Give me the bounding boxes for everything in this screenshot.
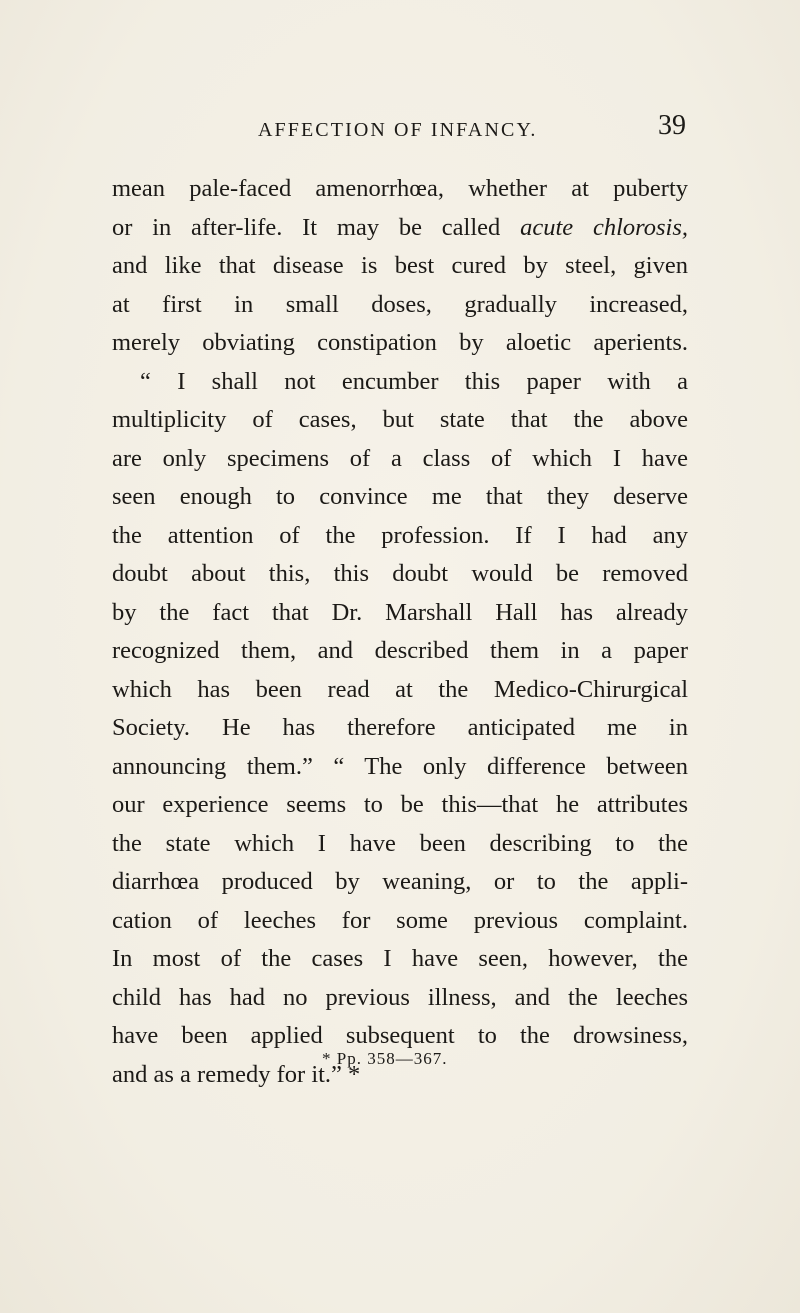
text-line: the attention of the profession. If I had any (112, 521, 688, 549)
text-line: and as a remedy for it.” * (112, 1060, 361, 1088)
text-line: and like that disease is best cured by steel, given (112, 252, 688, 279)
text-line: have been applied subsequent to the drowsiness, (112, 1022, 688, 1049)
text-line (112, 209, 688, 248)
text-line: seen enough to convince me that they deserve (112, 483, 688, 510)
text-line: our experience seems to be this—that he attributes (112, 791, 688, 818)
text-segment: or in after-life. It may be called (112, 213, 501, 241)
text-line: merely obviating constipation by aloetic aperients. (112, 329, 688, 356)
text-line: cation of leeches for some previous complaint. (112, 906, 688, 934)
text-line: mean pale-faced amenorrhœa, whether at puberty (112, 175, 688, 202)
text-line: child has had no previous illness, and the leeches (112, 983, 688, 1011)
page-number: 39 (658, 110, 686, 141)
body-text (112, 170, 688, 1094)
text-line: announcing them.” “ The only difference between (112, 752, 688, 780)
italic-term: acute chlorosis, (520, 213, 688, 241)
text-line: Society. He has therefore anticipated me in (112, 714, 688, 741)
text-line: at first in small doses, gradually increased, (112, 290, 688, 318)
text-line: multiplicity of cases, but state that the above (112, 406, 688, 433)
text-line: which has been read at the Medico-Chirurgical (112, 675, 688, 703)
text-line: doubt about this, this doubt would be removed (112, 560, 688, 587)
running-title: AFFECTION OF INFANCY. (258, 119, 538, 141)
running-header (0, 110, 800, 155)
text-line: recognized them, and described them in a paper (112, 637, 688, 664)
text-line: In most of the cases I have seen, however, the (112, 945, 688, 972)
text-line: diarrhœa produced by weaning, or to the appli- (112, 868, 688, 895)
footnote: * Pp. 358—367. (322, 1049, 448, 1068)
text-line: are only specimens of a class of which I have (112, 444, 688, 472)
text-line: the state which I have been describing to the (112, 829, 688, 857)
text-line: by the fact that Dr. Marshall Hall has already (112, 598, 688, 626)
text-line: “ I shall not encumber this paper with a (140, 367, 688, 395)
